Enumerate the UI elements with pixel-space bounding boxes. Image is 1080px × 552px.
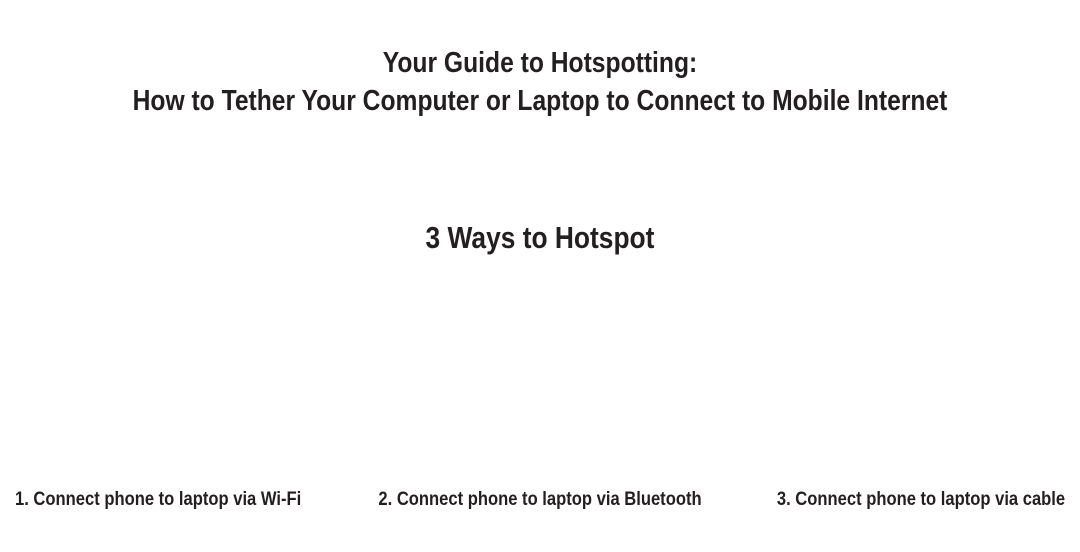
page-title	[81, 44, 999, 120]
section-heading: 3 Ways to Hotspot	[425, 220, 655, 255]
step-caption-bluetooth: 2. Connect phone to laptop via Bluetooth	[378, 488, 702, 510]
step-caption-wifi: 1. Connect phone to laptop via Wi-Fi	[15, 488, 302, 510]
page-title-line-1: Your Guide to Hotspotting:	[382, 47, 698, 79]
step-caption-cable: 3. Connect phone to laptop via cable	[776, 488, 1065, 510]
page-title-line-2: How to Tether Your Computer or Laptop to Connect to Mobile Internet	[132, 85, 948, 117]
